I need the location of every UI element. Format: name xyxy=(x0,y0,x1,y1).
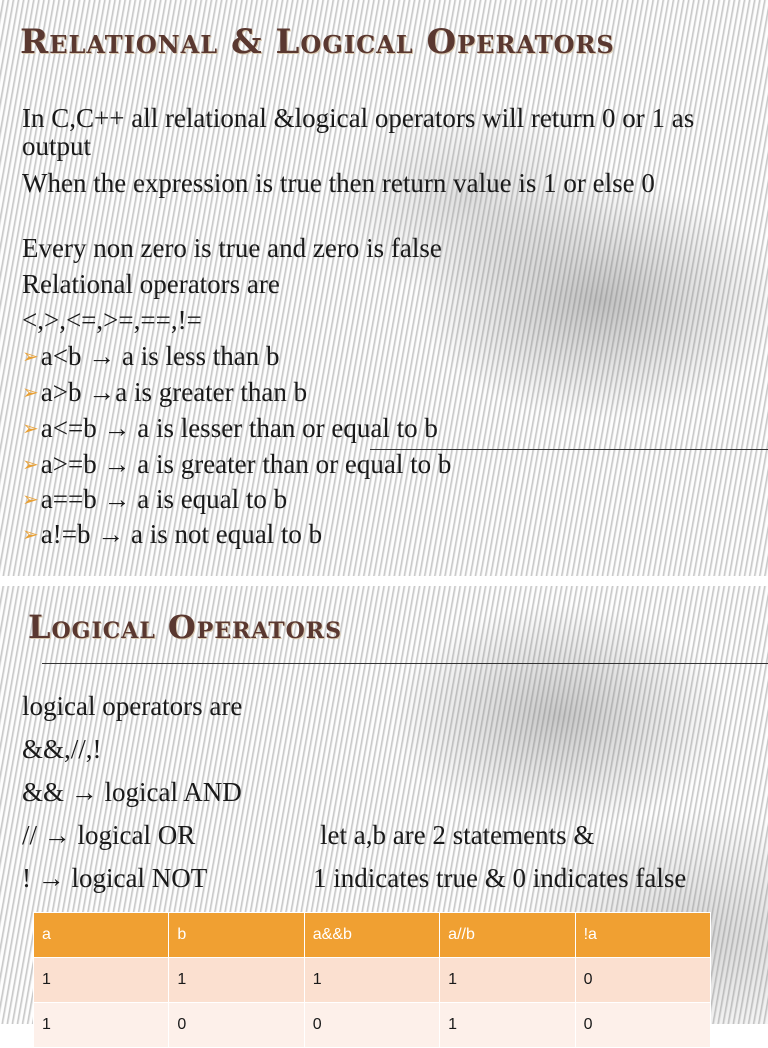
slide-title: Logical Operators xyxy=(28,608,342,646)
note-line: 1 indicates true & 0 indicates false xyxy=(313,863,687,893)
arrow-bullet-icon: ➢ xyxy=(22,382,39,404)
table-cell: 1 xyxy=(440,958,575,1003)
bullet-text: a>=b → a is greater than or equal to b xyxy=(40,449,452,479)
table-cell: 1 xyxy=(34,1003,169,1048)
column-header: b xyxy=(169,913,304,958)
bullet-item xyxy=(22,520,322,551)
table-cell: 0 xyxy=(575,958,710,1003)
body-line: ! → logical NOT xyxy=(22,863,208,893)
table-cell: 1 xyxy=(34,958,169,1003)
bullet-item xyxy=(22,414,438,445)
column-header: !a xyxy=(575,913,710,958)
body-line: Relational operators are xyxy=(22,269,280,299)
body-line: In C,C++ all relational &logical operators will return 0 or 1 as output xyxy=(22,103,695,161)
arrow-bullet-icon: ➢ xyxy=(22,346,39,368)
table-cell: 1 xyxy=(169,958,304,1003)
body-line: <,>,<=,>=,==,!= xyxy=(22,305,202,335)
bullet-text: a!=b → a is not equal to b xyxy=(40,519,323,549)
body-line: &&,//,! xyxy=(22,734,102,764)
bullet-item xyxy=(22,378,307,409)
title-underline xyxy=(42,663,768,664)
table-cell: 0 xyxy=(575,1003,710,1048)
bullet-text: a<b → a is less than b xyxy=(40,341,280,371)
slide-logical-operators xyxy=(0,586,768,1033)
arrow-bullet-icon: ➢ xyxy=(22,524,39,546)
body-line: Every non zero is true and zero is false xyxy=(22,233,442,263)
body-line: logical operators are xyxy=(22,691,243,721)
table-cell: 0 xyxy=(304,1003,439,1048)
bullet-text: a<=b → a is lesser than or equal to b xyxy=(40,413,438,443)
table-cell: 1 xyxy=(304,958,439,1003)
truth-table xyxy=(33,912,711,1048)
arrow-bullet-icon: ➢ xyxy=(22,454,39,476)
table-row xyxy=(34,958,711,1003)
body-line: When the expression is true then return value is 1 or else 0 xyxy=(22,168,655,198)
table-cell: 0 xyxy=(169,1003,304,1048)
bullet-item xyxy=(22,485,287,516)
bullet-text: a==b → a is equal to b xyxy=(40,484,288,514)
bullet-text: a>b →a is greater than b xyxy=(40,377,308,407)
bullet-item xyxy=(22,342,279,373)
arrow-bullet-icon: ➢ xyxy=(22,489,39,511)
slide-title: Relational & Logical Operators xyxy=(20,22,615,62)
table-row xyxy=(34,1003,711,1048)
column-header: a//b xyxy=(440,913,575,958)
column-header: a xyxy=(34,913,169,958)
table-cell: 1 xyxy=(440,1003,575,1048)
column-header: a&&b xyxy=(304,913,439,958)
arrow-bullet-icon: ➢ xyxy=(22,418,39,440)
bullet-item xyxy=(22,450,451,481)
table-header-row xyxy=(34,913,711,958)
note-line: let a,b are 2 statements & xyxy=(320,820,595,850)
body-line: // → logical OR xyxy=(22,820,196,850)
body-line: && → logical AND xyxy=(22,777,242,807)
